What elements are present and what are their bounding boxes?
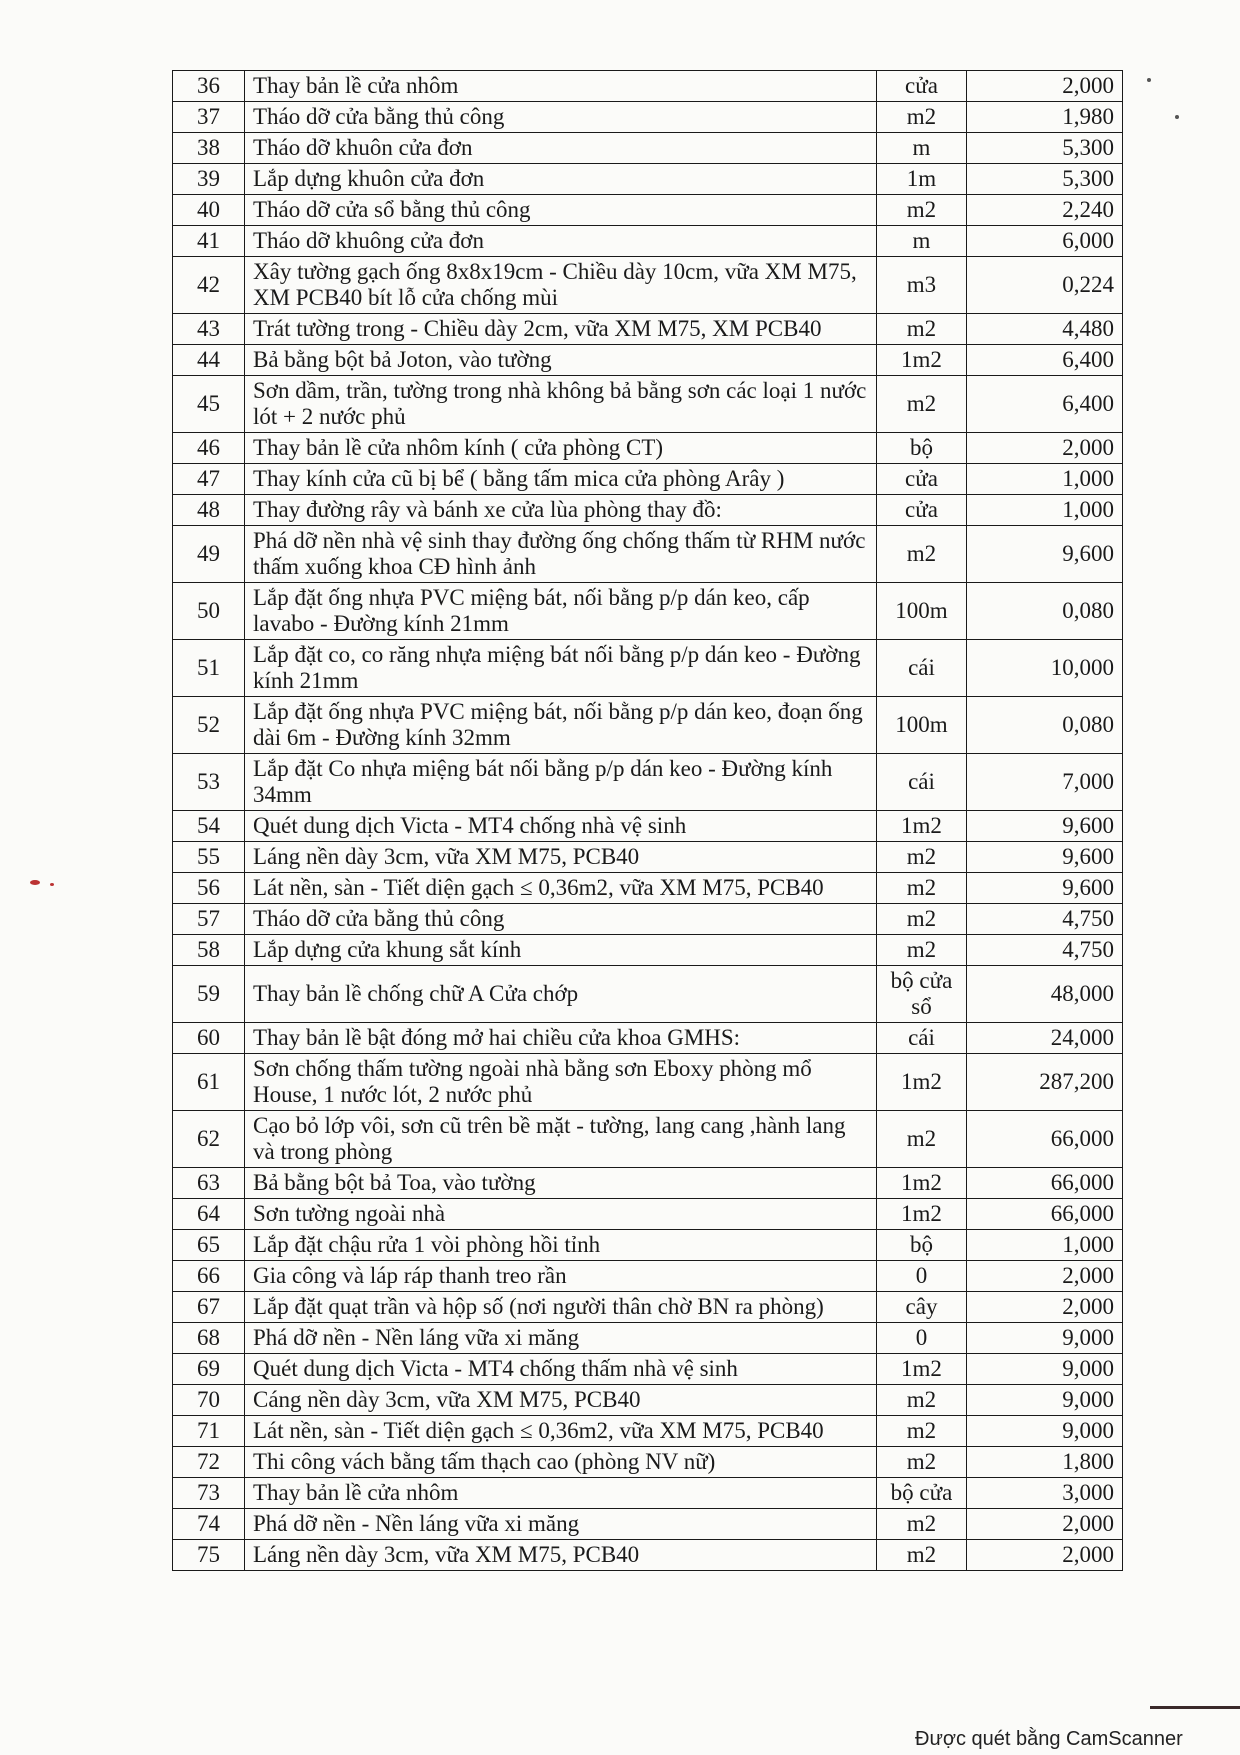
row-number: 62 [173,1111,245,1168]
row-description: Thi công vách bằng tấm thạch cao (phòng NV nữ) [245,1447,877,1478]
row-number: 60 [173,1023,245,1054]
row-number: 37 [173,102,245,133]
table-row [173,1023,1123,1054]
row-description: Sơn tường ngoài nhà [245,1199,877,1230]
row-unit: m2 [877,1416,967,1447]
row-number: 53 [173,754,245,811]
row-unit: m2 [877,102,967,133]
row-unit: m2 [877,873,967,904]
scanner-watermark: Được quét bằng CamScanner [915,1728,1183,1750]
table-row [173,495,1123,526]
row-quantity: 1,000 [967,464,1123,495]
row-unit: bộ cửa sổ [877,966,967,1023]
table-row [173,811,1123,842]
row-quantity: 1,800 [967,1447,1123,1478]
table-row [173,102,1123,133]
row-quantity: 9,600 [967,526,1123,583]
row-description: Lắp dựng cửa khung sắt kính [245,935,877,966]
row-unit: m2 [877,842,967,873]
row-quantity: 4,750 [967,904,1123,935]
row-quantity: 6,000 [967,226,1123,257]
row-quantity: 2,000 [967,433,1123,464]
row-number: 74 [173,1509,245,1540]
row-unit: m2 [877,376,967,433]
row-description: Gia công và láp ráp thanh treo rần [245,1261,877,1292]
row-description: Thay đường rây và bánh xe cửa lùa phòng thay đồ: [245,495,877,526]
row-quantity: 3,000 [967,1478,1123,1509]
row-quantity: 2,000 [967,1509,1123,1540]
row-quantity: 2,000 [967,71,1123,102]
row-number: 72 [173,1447,245,1478]
row-quantity: 5,300 [967,133,1123,164]
row-number: 36 [173,71,245,102]
table-row [173,1292,1123,1323]
row-quantity: 9,600 [967,873,1123,904]
table-row [173,966,1123,1023]
row-description: Bả bằng bột bả Toa, vào tường [245,1168,877,1199]
table-row [173,1054,1123,1111]
row-unit: bộ cửa [877,1478,967,1509]
row-unit: cái [877,640,967,697]
row-quantity: 2,000 [967,1261,1123,1292]
row-quantity: 2,000 [967,1292,1123,1323]
row-quantity: 2,240 [967,195,1123,226]
table-row [173,1111,1123,1168]
table-row [173,1261,1123,1292]
table-row [173,226,1123,257]
row-unit: 0 [877,1323,967,1354]
row-unit: 1m2 [877,345,967,376]
row-number: 63 [173,1168,245,1199]
row-description: Trát tường trong - Chiều dày 2cm, vữa XM M75, XM PCB40 [245,314,877,345]
row-description: Tháo dỡ cửa bằng thủ công [245,904,877,935]
table-row [173,164,1123,195]
row-description: Thay bản lề cửa nhôm [245,1478,877,1509]
table-row [173,257,1123,314]
table-row [173,195,1123,226]
row-description: Cạo bỏ lớp vôi, sơn cũ trên bề mặt - tường, lang cang ,hành lang và trong phòng [245,1111,877,1168]
table-row [173,526,1123,583]
row-number: 44 [173,345,245,376]
scan-mark [30,880,40,885]
row-description: Láng nền dày 3cm, vữa XM M75, PCB40 [245,1540,877,1571]
table-row [173,1354,1123,1385]
row-description: Quét dung dịch Victa - MT4 chống thấm nhà vệ sinh [245,1354,877,1385]
row-description: Tháo dỡ cửa bằng thủ công [245,102,877,133]
row-number: 67 [173,1292,245,1323]
row-unit: cái [877,754,967,811]
table-row [173,1230,1123,1261]
row-number: 73 [173,1478,245,1509]
row-number: 55 [173,842,245,873]
row-unit: cái [877,1023,967,1054]
row-unit: m2 [877,314,967,345]
row-description: Phá dỡ nền nhà vệ sinh thay đường ống chống thấm từ RHM nước thấm xuống khoa CĐ hình ảnh [245,526,877,583]
row-number: 58 [173,935,245,966]
row-number: 47 [173,464,245,495]
row-number: 43 [173,314,245,345]
row-description: Lắp đặt quạt trần và hộp số (nơi người thân chờ BN ra phòng) [245,1292,877,1323]
row-number: 48 [173,495,245,526]
row-quantity: 9,600 [967,842,1123,873]
row-unit: 1m2 [877,1168,967,1199]
row-quantity: 0,080 [967,583,1123,640]
row-number: 68 [173,1323,245,1354]
row-unit: 1m [877,164,967,195]
row-quantity: 48,000 [967,966,1123,1023]
row-description: Lắp đặt ống nhựa PVC miệng bát, nối bằng p/p dán keo, đoạn ống dài 6m - Đường kính 32mm [245,697,877,754]
table-row [173,1416,1123,1447]
row-quantity: 9,000 [967,1323,1123,1354]
row-description: Thay bản lề bật đóng mở hai chiều cửa khoa GMHS: [245,1023,877,1054]
row-description: Quét dung dịch Victa - MT4 chống nhà vệ sinh [245,811,877,842]
row-quantity: 66,000 [967,1168,1123,1199]
table-body [173,71,1123,1571]
row-unit: bộ [877,1230,967,1261]
row-description: Sơn dầm, trần, tường trong nhà không bả bằng sơn các loại 1 nước lót + 2 nước phủ [245,376,877,433]
row-unit: bộ [877,433,967,464]
table-row [173,1540,1123,1571]
row-description: Sơn chống thấm tường ngoài nhà bằng sơn Eboxy phòng mổ House, 1 nước lót, 2 nước phủ [245,1054,877,1111]
row-quantity: 0,224 [967,257,1123,314]
row-unit: m2 [877,1540,967,1571]
row-unit: m2 [877,1509,967,1540]
row-number: 54 [173,811,245,842]
table-row [173,935,1123,966]
row-unit: 1m2 [877,1199,967,1230]
table-row [173,1199,1123,1230]
row-description: Thay bản lề cửa nhôm kính ( cửa phòng CT) [245,433,877,464]
row-unit: m2 [877,195,967,226]
table-row [173,754,1123,811]
table-row [173,464,1123,495]
row-unit: m2 [877,526,967,583]
row-description: Thay bản lề chống chữ A Cửa chớp [245,966,877,1023]
row-unit: 1m2 [877,811,967,842]
row-description: Cáng nền dày 3cm, vữa XM M75, PCB40 [245,1385,877,1416]
row-description: Lắp đặt chậu rửa 1 vòi phòng hồi tỉnh [245,1230,877,1261]
row-description: Thay kính cửa cũ bị bể ( bằng tấm mica cửa phòng Arây ) [245,464,877,495]
row-unit: m2 [877,1385,967,1416]
table-row [173,1509,1123,1540]
row-number: 49 [173,526,245,583]
row-description: Phá dỡ nền - Nền láng vữa xi măng [245,1323,877,1354]
row-number: 40 [173,195,245,226]
row-number: 52 [173,697,245,754]
row-unit: m [877,133,967,164]
row-unit: m2 [877,1111,967,1168]
row-unit: m2 [877,1447,967,1478]
row-quantity: 10,000 [967,640,1123,697]
row-number: 69 [173,1354,245,1385]
row-number: 59 [173,966,245,1023]
scan-mark [50,883,54,886]
table-row [173,1478,1123,1509]
row-unit: m2 [877,935,967,966]
row-number: 39 [173,164,245,195]
row-number: 70 [173,1385,245,1416]
row-unit: cửa [877,71,967,102]
row-quantity: 4,750 [967,935,1123,966]
row-quantity: 287,200 [967,1054,1123,1111]
table-row [173,71,1123,102]
row-description: Xây tường gạch ống 8x8x19cm - Chiều dày 10cm, vữa XM M75, XM PCB40 bít lỗ cửa chống mùi [245,257,877,314]
row-number: 75 [173,1540,245,1571]
row-quantity: 4,480 [967,314,1123,345]
row-description: Lắp dựng khuôn cửa đơn [245,164,877,195]
row-unit: cửa [877,464,967,495]
row-quantity: 1,980 [967,102,1123,133]
row-unit: cửa [877,495,967,526]
table-row [173,1447,1123,1478]
row-quantity: 9,000 [967,1354,1123,1385]
table-row [173,133,1123,164]
row-quantity: 7,000 [967,754,1123,811]
row-number: 42 [173,257,245,314]
row-description: Láng nền dày 3cm, vữa XM M75, PCB40 [245,842,877,873]
table-row [173,697,1123,754]
row-description: Thay bản lề cửa nhôm [245,71,877,102]
row-number: 71 [173,1416,245,1447]
row-quantity: 9,000 [967,1385,1123,1416]
row-quantity: 5,300 [967,164,1123,195]
row-description: Lắp đặt co, co răng nhựa miệng bát nối bằng p/p dán keo - Đường kính 21mm [245,640,877,697]
row-number: 65 [173,1230,245,1261]
footer-rule [1150,1706,1240,1709]
row-quantity: 9,000 [967,1416,1123,1447]
row-quantity: 24,000 [967,1023,1123,1054]
row-unit: cây [877,1292,967,1323]
row-quantity: 2,000 [967,1540,1123,1571]
row-number: 51 [173,640,245,697]
row-description: Tháo dỡ khuông cửa đơn [245,226,877,257]
row-description: Tháo dỡ cửa sổ bằng thủ công [245,195,877,226]
row-number: 50 [173,583,245,640]
row-description: Tháo dỡ khuôn cửa đơn [245,133,877,164]
row-number: 38 [173,133,245,164]
table-row [173,873,1123,904]
row-description: Bả bằng bột bả Joton, vào tường [245,345,877,376]
row-number: 61 [173,1054,245,1111]
row-unit: 0 [877,1261,967,1292]
row-unit: 100m [877,697,967,754]
row-unit: 1m2 [877,1054,967,1111]
row-unit: 100m [877,583,967,640]
row-description: Lát nền, sàn - Tiết diện gạch ≤ 0,36m2, vữa XM M75, PCB40 [245,873,877,904]
table-row [173,640,1123,697]
row-quantity: 1,000 [967,1230,1123,1261]
row-description: Lắp đặt Co nhựa miệng bát nối bằng p/p dán keo - Đường kính 34mm [245,754,877,811]
row-quantity: 1,000 [967,495,1123,526]
row-number: 66 [173,1261,245,1292]
work-items-table [172,70,1123,1571]
row-number: 64 [173,1199,245,1230]
row-unit: m3 [877,257,967,314]
row-quantity: 0,080 [967,697,1123,754]
row-unit: 1m2 [877,1354,967,1385]
table-row [173,904,1123,935]
scan-speck [1147,78,1151,82]
row-number: 56 [173,873,245,904]
table-row [173,1323,1123,1354]
table-row [173,345,1123,376]
row-number: 46 [173,433,245,464]
table-row [173,1385,1123,1416]
row-quantity: 66,000 [967,1199,1123,1230]
row-number: 41 [173,226,245,257]
row-quantity: 6,400 [967,376,1123,433]
row-quantity: 66,000 [967,1111,1123,1168]
table-row [173,433,1123,464]
table-row [173,842,1123,873]
row-number: 45 [173,376,245,433]
row-number: 57 [173,904,245,935]
row-quantity: 9,600 [967,811,1123,842]
row-unit: m [877,226,967,257]
table-row [173,314,1123,345]
table-row [173,583,1123,640]
scan-speck [1175,115,1179,119]
table-row [173,1168,1123,1199]
row-description: Phá dỡ nền - Nền láng vữa xi măng [245,1509,877,1540]
row-description: Lắp đặt ống nhựa PVC miệng bát, nối bằng p/p dán keo, cấp lavabo - Đường kính 21mm [245,583,877,640]
row-quantity: 6,400 [967,345,1123,376]
row-description: Lát nền, sàn - Tiết diện gạch ≤ 0,36m2, vữa XM M75, PCB40 [245,1416,877,1447]
table-row [173,376,1123,433]
row-unit: m2 [877,904,967,935]
